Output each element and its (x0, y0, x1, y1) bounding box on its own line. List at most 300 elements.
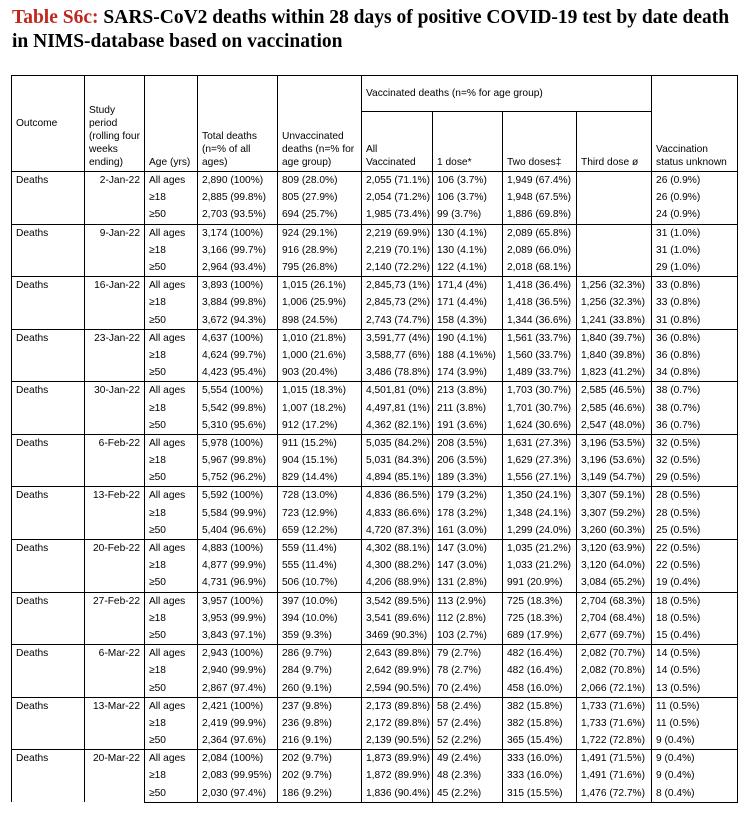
unknown-status-cell: 19 (0.4%) (652, 574, 738, 592)
unvaccinated-cell: 904 (15.1%) (278, 452, 362, 469)
all-vaccinated-cell: 4,720 (87.3%) (362, 522, 433, 540)
study-period-cell: 20-Feb-22 (85, 539, 145, 592)
unknown-status-cell: 31 (1.0%) (652, 224, 738, 242)
table-row (12, 434, 738, 452)
unknown-status-cell: 9 (0.4%) (652, 750, 738, 768)
age-cell: ≥50 (145, 312, 198, 330)
total-deaths-cell: 3,672 (94.3%) (198, 312, 278, 330)
all-vaccinated-cell: 1,872 (89.9%) (362, 767, 433, 784)
age-cell: All ages (145, 224, 198, 242)
two-doses-cell: 1,948 (67.5%) (503, 189, 577, 206)
age-cell: ≥18 (145, 505, 198, 522)
header-vaccinated-group: Vaccinated deaths (n=% for age group) (362, 76, 652, 112)
header-total-deaths: Total deaths (n=% of all ages) (198, 76, 278, 172)
unvaccinated-cell: 912 (17.2%) (278, 417, 362, 435)
header-study-period: Study period (rolling four weeks ending) (85, 76, 145, 172)
two-doses-cell: 1,949 (67.4%) (503, 172, 577, 190)
total-deaths-cell: 2,703 (93.5%) (198, 206, 278, 224)
two-doses-cell: 1,560 (33.7%) (503, 347, 577, 364)
two-doses-cell: 725 (18.3%) (503, 610, 577, 627)
table-row (12, 750, 738, 768)
one-dose-cell: 147 (3.0%) (433, 539, 503, 557)
age-cell: All ages (145, 277, 198, 295)
unknown-status-cell: 33 (0.8%) (652, 277, 738, 295)
study-period-cell: 20-Mar-22 (85, 750, 145, 803)
outcome-cell: Deaths (12, 277, 85, 330)
header-all-vaccinated: All Vaccinated (362, 112, 433, 172)
unknown-status-cell: 8 (0.4%) (652, 785, 738, 803)
unknown-status-cell: 14 (0.5%) (652, 645, 738, 663)
all-vaccinated-cell: 3,588,77 (6%) (362, 347, 433, 364)
all-vaccinated-cell: 2,055 (71.1%) (362, 172, 433, 190)
total-deaths-cell: 5,584 (99.9%) (198, 505, 278, 522)
total-deaths-cell: 2,890 (100%) (198, 172, 278, 190)
all-vaccinated-cell: 2,219 (69.9%) (362, 224, 433, 242)
one-dose-cell: 70 (2.4%) (433, 679, 503, 697)
header-two-doses: Two doses‡ (503, 112, 577, 172)
total-deaths-cell: 2,030 (97.4%) (198, 785, 278, 803)
third-dose-cell (577, 172, 652, 190)
one-dose-cell: 179 (3.2%) (433, 487, 503, 505)
unknown-status-cell: 9 (0.4%) (652, 732, 738, 750)
total-deaths-cell: 2,084 (100%) (198, 750, 278, 768)
unknown-status-cell: 13 (0.5%) (652, 679, 738, 697)
total-deaths-cell: 5,752 (96.2%) (198, 469, 278, 487)
two-doses-cell: 458 (16.0%) (503, 679, 577, 697)
total-deaths-cell: 4,731 (96.9%) (198, 574, 278, 592)
table-row (12, 172, 738, 190)
all-vaccinated-cell: 5,035 (84.2%) (362, 434, 433, 452)
age-cell: ≥18 (145, 610, 198, 627)
age-cell: ≥18 (145, 399, 198, 416)
table-row (12, 224, 738, 242)
one-dose-cell: 213 (3.8%) (433, 382, 503, 400)
outcome-cell: Deaths (12, 329, 85, 382)
one-dose-cell: 52 (2.2%) (433, 732, 503, 750)
age-cell: ≥18 (145, 242, 198, 259)
age-cell: All ages (145, 329, 198, 347)
table-row (12, 382, 738, 400)
one-dose-cell: 191 (3.6%) (433, 417, 503, 435)
unvaccinated-cell: 728 (13.0%) (278, 487, 362, 505)
all-vaccinated-cell: 2,173 (89.8%) (362, 697, 433, 715)
one-dose-cell: 161 (3.0%) (433, 522, 503, 540)
unvaccinated-cell: 1,006 (25.9%) (278, 294, 362, 311)
two-doses-cell: 1,556 (27.1%) (503, 469, 577, 487)
table-row (12, 539, 738, 557)
two-doses-cell: 2,089 (66.0%) (503, 242, 577, 259)
header-vaccination-unknown: Vaccination status unknown (652, 76, 738, 172)
total-deaths-cell: 2,083 (99.95%) (198, 767, 278, 784)
third-dose-cell: 1,256 (32.3%) (577, 277, 652, 295)
all-vaccinated-cell: 4,501,81 (0%) (362, 382, 433, 400)
one-dose-cell: 171 (4.4%) (433, 294, 503, 311)
unknown-status-cell: 18 (0.5%) (652, 592, 738, 610)
outcome-cell: Deaths (12, 645, 85, 698)
outcome-cell: Deaths (12, 539, 85, 592)
one-dose-cell: 58 (2.4%) (433, 697, 503, 715)
unknown-status-cell: 28 (0.5%) (652, 487, 738, 505)
age-cell: ≥18 (145, 294, 198, 311)
unvaccinated-cell: 805 (27.9%) (278, 189, 362, 206)
one-dose-cell: 79 (2.7%) (433, 645, 503, 663)
unknown-status-cell: 9 (0.4%) (652, 767, 738, 784)
two-doses-cell: 1,489 (33.7%) (503, 364, 577, 382)
study-period-cell: 13-Mar-22 (85, 697, 145, 750)
all-vaccinated-cell: 2,172 (89.8%) (362, 715, 433, 732)
unvaccinated-cell: 216 (9.1%) (278, 732, 362, 750)
all-vaccinated-cell: 1,873 (89.9%) (362, 750, 433, 768)
one-dose-cell: 122 (4.1%) (433, 259, 503, 277)
two-doses-cell: 1,703 (30.7%) (503, 382, 577, 400)
age-cell: ≥18 (145, 557, 198, 574)
total-deaths-cell: 5,967 (99.8%) (198, 452, 278, 469)
unvaccinated-cell: 1,015 (26.1%) (278, 277, 362, 295)
total-deaths-cell: 5,978 (100%) (198, 434, 278, 452)
total-deaths-cell: 4,883 (100%) (198, 539, 278, 557)
all-vaccinated-cell: 4,302 (88.1%) (362, 539, 433, 557)
age-cell: ≥50 (145, 732, 198, 750)
one-dose-cell: 131 (2.8%) (433, 574, 503, 592)
unvaccinated-cell: 795 (26.8%) (278, 259, 362, 277)
all-vaccinated-cell: 3469 (90.3%) (362, 627, 433, 645)
third-dose-cell (577, 189, 652, 206)
age-cell: ≥50 (145, 785, 198, 803)
age-cell: All ages (145, 697, 198, 715)
unknown-status-cell: 28 (0.5%) (652, 505, 738, 522)
study-period-cell: 9-Jan-22 (85, 224, 145, 277)
age-cell: All ages (145, 487, 198, 505)
unvaccinated-cell: 723 (12.9%) (278, 505, 362, 522)
unknown-status-cell: 34 (0.8%) (652, 364, 738, 382)
two-doses-cell: 1,561 (33.7%) (503, 329, 577, 347)
two-doses-cell: 689 (17.9%) (503, 627, 577, 645)
third-dose-cell: 2,585 (46.5%) (577, 382, 652, 400)
total-deaths-cell: 3,884 (99.8%) (198, 294, 278, 311)
unvaccinated-cell: 202 (9.7%) (278, 750, 362, 768)
third-dose-cell: 1,476 (72.7%) (577, 785, 652, 803)
all-vaccinated-cell: 2,139 (90.5%) (362, 732, 433, 750)
one-dose-cell: 45 (2.2%) (433, 785, 503, 803)
one-dose-cell: 171,4 (4%) (433, 277, 503, 295)
two-doses-cell: 1,299 (24.0%) (503, 522, 577, 540)
unvaccinated-cell: 911 (15.2%) (278, 434, 362, 452)
unknown-status-cell: 24 (0.9%) (652, 206, 738, 224)
unvaccinated-cell: 694 (25.7%) (278, 206, 362, 224)
all-vaccinated-cell: 2,845,73 (2%) (362, 294, 433, 311)
two-doses-cell: 725 (18.3%) (503, 592, 577, 610)
age-cell: All ages (145, 172, 198, 190)
two-doses-cell: 1,035 (21.2%) (503, 539, 577, 557)
two-doses-cell: 333 (16.0%) (503, 750, 577, 768)
age-cell: All ages (145, 382, 198, 400)
total-deaths-cell: 2,867 (97.4%) (198, 679, 278, 697)
unvaccinated-cell: 186 (9.2%) (278, 785, 362, 803)
age-cell: ≥18 (145, 662, 198, 679)
all-vaccinated-cell: 4,206 (88.9%) (362, 574, 433, 592)
outcome-cell: Deaths (12, 434, 85, 487)
all-vaccinated-cell: 5,031 (84.3%) (362, 452, 433, 469)
total-deaths-cell: 5,592 (100%) (198, 487, 278, 505)
unknown-status-cell: 38 (0.7%) (652, 399, 738, 416)
outcome-cell: Deaths (12, 487, 85, 540)
header-third-dose: Third dose ø (577, 112, 652, 172)
age-cell: ≥18 (145, 452, 198, 469)
unknown-status-cell: 36 (0.8%) (652, 347, 738, 364)
third-dose-cell: 1,733 (71.6%) (577, 697, 652, 715)
unknown-status-cell: 25 (0.5%) (652, 522, 738, 540)
table-row (12, 697, 738, 715)
outcome-cell: Deaths (12, 697, 85, 750)
third-dose-cell: 1,840 (39.8%) (577, 347, 652, 364)
unknown-status-cell: 33 (0.8%) (652, 294, 738, 311)
age-cell: ≥18 (145, 189, 198, 206)
age-cell: All ages (145, 750, 198, 768)
two-doses-cell: 482 (16.4%) (503, 645, 577, 663)
third-dose-cell: 3,196 (53.5%) (577, 434, 652, 452)
unknown-status-cell: 15 (0.4%) (652, 627, 738, 645)
table-title (12, 6, 742, 54)
study-period-cell: 6-Mar-22 (85, 645, 145, 698)
unvaccinated-cell: 916 (28.9%) (278, 242, 362, 259)
deaths-table (11, 75, 738, 803)
unvaccinated-cell: 236 (9.8%) (278, 715, 362, 732)
header-outcome: Outcome (12, 76, 85, 172)
unvaccinated-cell: 559 (11.4%) (278, 539, 362, 557)
unvaccinated-cell: 397 (10.0%) (278, 592, 362, 610)
header-unvaccinated: Unvaccinated deaths (n=% for age group) (278, 76, 362, 172)
age-cell: All ages (145, 539, 198, 557)
unvaccinated-cell: 359 (9.3%) (278, 627, 362, 645)
unvaccinated-cell: 898 (24.5%) (278, 312, 362, 330)
all-vaccinated-cell: 4,836 (86.5%) (362, 487, 433, 505)
study-period-cell: 16-Jan-22 (85, 277, 145, 330)
unvaccinated-cell: 924 (29.1%) (278, 224, 362, 242)
all-vaccinated-cell: 3,542 (89.5%) (362, 592, 433, 610)
one-dose-cell: 112 (2.8%) (433, 610, 503, 627)
one-dose-cell: 78 (2.7%) (433, 662, 503, 679)
all-vaccinated-cell: 2,643 (89.8%) (362, 645, 433, 663)
third-dose-cell: 1,241 (33.8%) (577, 312, 652, 330)
table-row (12, 487, 738, 505)
one-dose-cell: 103 (2.7%) (433, 627, 503, 645)
total-deaths-cell: 2,943 (100%) (198, 645, 278, 663)
age-cell: ≥50 (145, 259, 198, 277)
total-deaths-cell: 2,940 (99.9%) (198, 662, 278, 679)
third-dose-cell: 2,547 (48.0%) (577, 417, 652, 435)
total-deaths-cell: 4,637 (100%) (198, 329, 278, 347)
total-deaths-cell: 3,166 (99.7%) (198, 242, 278, 259)
one-dose-cell: 208 (3.5%) (433, 434, 503, 452)
one-dose-cell: 48 (2.3%) (433, 767, 503, 784)
header-age: Age (yrs) (145, 76, 198, 172)
outcome-cell: Deaths (12, 382, 85, 435)
study-period-cell: 6-Feb-22 (85, 434, 145, 487)
age-cell: ≥50 (145, 679, 198, 697)
one-dose-cell: 106 (3.7%) (433, 189, 503, 206)
two-doses-cell: 2,018 (68.1%) (503, 259, 577, 277)
unknown-status-cell: 22 (0.5%) (652, 557, 738, 574)
unknown-status-cell: 29 (0.5%) (652, 469, 738, 487)
third-dose-cell (577, 259, 652, 277)
two-doses-cell: 1,033 (21.2%) (503, 557, 577, 574)
total-deaths-cell: 4,423 (95.4%) (198, 364, 278, 382)
outcome-cell: Deaths (12, 592, 85, 645)
unvaccinated-cell: 809 (28.0%) (278, 172, 362, 190)
all-vaccinated-cell: 2,219 (70.1%) (362, 242, 433, 259)
one-dose-cell: 211 (3.8%) (433, 399, 503, 416)
study-period-cell: 27-Feb-22 (85, 592, 145, 645)
age-cell: ≥50 (145, 522, 198, 540)
total-deaths-cell: 3,174 (100%) (198, 224, 278, 242)
two-doses-cell: 2,089 (65.8%) (503, 224, 577, 242)
two-doses-cell: 315 (15.5%) (503, 785, 577, 803)
study-period-cell: 30-Jan-22 (85, 382, 145, 435)
third-dose-cell: 1,823 (41.2%) (577, 364, 652, 382)
third-dose-cell: 3,307 (59.2%) (577, 505, 652, 522)
unknown-status-cell: 11 (0.5%) (652, 697, 738, 715)
one-dose-cell: 188 (4.1%%) (433, 347, 503, 364)
two-doses-cell: 1,629 (27.3%) (503, 452, 577, 469)
two-doses-cell: 333 (16.0%) (503, 767, 577, 784)
table-caption: SARS-CoV2 deaths within 28 days of positive COVID-19 test by date death in NIMS-database based on vaccination (12, 7, 730, 52)
third-dose-cell: 1,491 (71.6%) (577, 767, 652, 784)
study-period-cell: 2-Jan-22 (85, 172, 145, 225)
two-doses-cell: 382 (15.8%) (503, 697, 577, 715)
one-dose-cell: 57 (2.4%) (433, 715, 503, 732)
third-dose-cell: 2,082 (70.7%) (577, 645, 652, 663)
unvaccinated-cell: 1,015 (18.3%) (278, 382, 362, 400)
total-deaths-cell: 2,885 (99.8%) (198, 189, 278, 206)
age-cell: ≥18 (145, 767, 198, 784)
two-doses-cell: 365 (15.4%) (503, 732, 577, 750)
unknown-status-cell: 22 (0.5%) (652, 539, 738, 557)
table-row (12, 277, 738, 295)
total-deaths-cell: 5,554 (100%) (198, 382, 278, 400)
unknown-status-cell: 26 (0.9%) (652, 172, 738, 190)
total-deaths-cell: 5,404 (96.6%) (198, 522, 278, 540)
two-doses-cell: 1,886 (69.8%) (503, 206, 577, 224)
all-vaccinated-cell: 2,743 (74.7%) (362, 312, 433, 330)
unknown-status-cell: 18 (0.5%) (652, 610, 738, 627)
total-deaths-cell: 3,893 (100%) (198, 277, 278, 295)
unknown-status-cell: 31 (0.8%) (652, 312, 738, 330)
unvaccinated-cell: 260 (9.1%) (278, 679, 362, 697)
total-deaths-cell: 2,421 (100%) (198, 697, 278, 715)
all-vaccinated-cell: 4,833 (86.6%) (362, 505, 433, 522)
third-dose-cell: 3,120 (64.0%) (577, 557, 652, 574)
total-deaths-cell: 2,964 (93.4%) (198, 259, 278, 277)
age-cell: ≥50 (145, 469, 198, 487)
age-cell: ≥50 (145, 574, 198, 592)
unknown-status-cell: 11 (0.5%) (652, 715, 738, 732)
unvaccinated-cell: 1,000 (21.6%) (278, 347, 362, 364)
all-vaccinated-cell: 4,497,81 (1%) (362, 399, 433, 416)
total-deaths-cell: 3,843 (97.1%) (198, 627, 278, 645)
all-vaccinated-cell: 4,362 (82.1%) (362, 417, 433, 435)
one-dose-cell: 147 (3.0%) (433, 557, 503, 574)
two-doses-cell: 1,418 (36.5%) (503, 294, 577, 311)
unknown-status-cell: 14 (0.5%) (652, 662, 738, 679)
all-vaccinated-cell: 3,541 (89.6%) (362, 610, 433, 627)
unknown-status-cell: 32 (0.5%) (652, 452, 738, 469)
unvaccinated-cell: 506 (10.7%) (278, 574, 362, 592)
third-dose-cell: 3,149 (54.7%) (577, 469, 652, 487)
third-dose-cell: 2,082 (70.8%) (577, 662, 652, 679)
study-period-cell: 23-Jan-22 (85, 329, 145, 382)
outcome-cell: Deaths (12, 224, 85, 277)
unvaccinated-cell: 903 (20.4%) (278, 364, 362, 382)
table-row (12, 645, 738, 663)
total-deaths-cell: 3,957 (100%) (198, 592, 278, 610)
third-dose-cell: 1,256 (32.3%) (577, 294, 652, 311)
unknown-status-cell: 32 (0.5%) (652, 434, 738, 452)
unvaccinated-cell: 1,010 (21.8%) (278, 329, 362, 347)
unknown-status-cell: 36 (0.7%) (652, 417, 738, 435)
two-doses-cell: 482 (16.4%) (503, 662, 577, 679)
two-doses-cell: 1,701 (30.7%) (503, 399, 577, 416)
one-dose-cell: 106 (3.7%) (433, 172, 503, 190)
third-dose-cell (577, 206, 652, 224)
age-cell: ≥50 (145, 627, 198, 645)
unvaccinated-cell: 659 (12.2%) (278, 522, 362, 540)
age-cell: All ages (145, 645, 198, 663)
two-doses-cell: 991 (20.9%) (503, 574, 577, 592)
two-doses-cell: 1,350 (24.1%) (503, 487, 577, 505)
third-dose-cell: 2,704 (68.4%) (577, 610, 652, 627)
one-dose-cell: 206 (3.5%) (433, 452, 503, 469)
age-cell: ≥50 (145, 417, 198, 435)
third-dose-cell: 3,260 (60.3%) (577, 522, 652, 540)
all-vaccinated-cell: 2,845,73 (1%) (362, 277, 433, 295)
table-header (12, 76, 738, 172)
all-vaccinated-cell: 2,594 (90.5%) (362, 679, 433, 697)
age-cell: All ages (145, 434, 198, 452)
unvaccinated-cell: 555 (11.4%) (278, 557, 362, 574)
all-vaccinated-cell: 4,300 (88.2%) (362, 557, 433, 574)
age-cell: All ages (145, 592, 198, 610)
one-dose-cell: 113 (2.9%) (433, 592, 503, 610)
study-period-cell: 13-Feb-22 (85, 487, 145, 540)
third-dose-cell: 2,585 (46.6%) (577, 399, 652, 416)
two-doses-cell: 1,631 (27.3%) (503, 434, 577, 452)
third-dose-cell: 2,066 (72.1%) (577, 679, 652, 697)
unvaccinated-cell: 284 (9.7%) (278, 662, 362, 679)
table-label: Table S6c: (12, 7, 99, 28)
third-dose-cell: 1,840 (39.7%) (577, 329, 652, 347)
third-dose-cell: 3,196 (53.6%) (577, 452, 652, 469)
unvaccinated-cell: 1,007 (18.2%) (278, 399, 362, 416)
two-doses-cell: 382 (15.8%) (503, 715, 577, 732)
all-vaccinated-cell: 2,140 (72.2%) (362, 259, 433, 277)
unvaccinated-cell: 394 (10.0%) (278, 610, 362, 627)
age-cell: ≥50 (145, 206, 198, 224)
outcome-cell: Deaths (12, 750, 85, 803)
third-dose-cell: 2,704 (68.3%) (577, 592, 652, 610)
one-dose-cell: 130 (4.1%) (433, 242, 503, 259)
age-cell: ≥18 (145, 715, 198, 732)
unknown-status-cell: 31 (1.0%) (652, 242, 738, 259)
one-dose-cell: 49 (2.4%) (433, 750, 503, 768)
total-deaths-cell: 2,419 (99.9%) (198, 715, 278, 732)
two-doses-cell: 1,624 (30.6%) (503, 417, 577, 435)
third-dose-cell: 1,491 (71.5%) (577, 750, 652, 768)
all-vaccinated-cell: 2,054 (71.2%) (362, 189, 433, 206)
total-deaths-cell: 5,310 (95.6%) (198, 417, 278, 435)
unvaccinated-cell: 237 (9.8%) (278, 697, 362, 715)
third-dose-cell: 3,084 (65.2%) (577, 574, 652, 592)
two-doses-cell: 1,418 (36.4%) (503, 277, 577, 295)
